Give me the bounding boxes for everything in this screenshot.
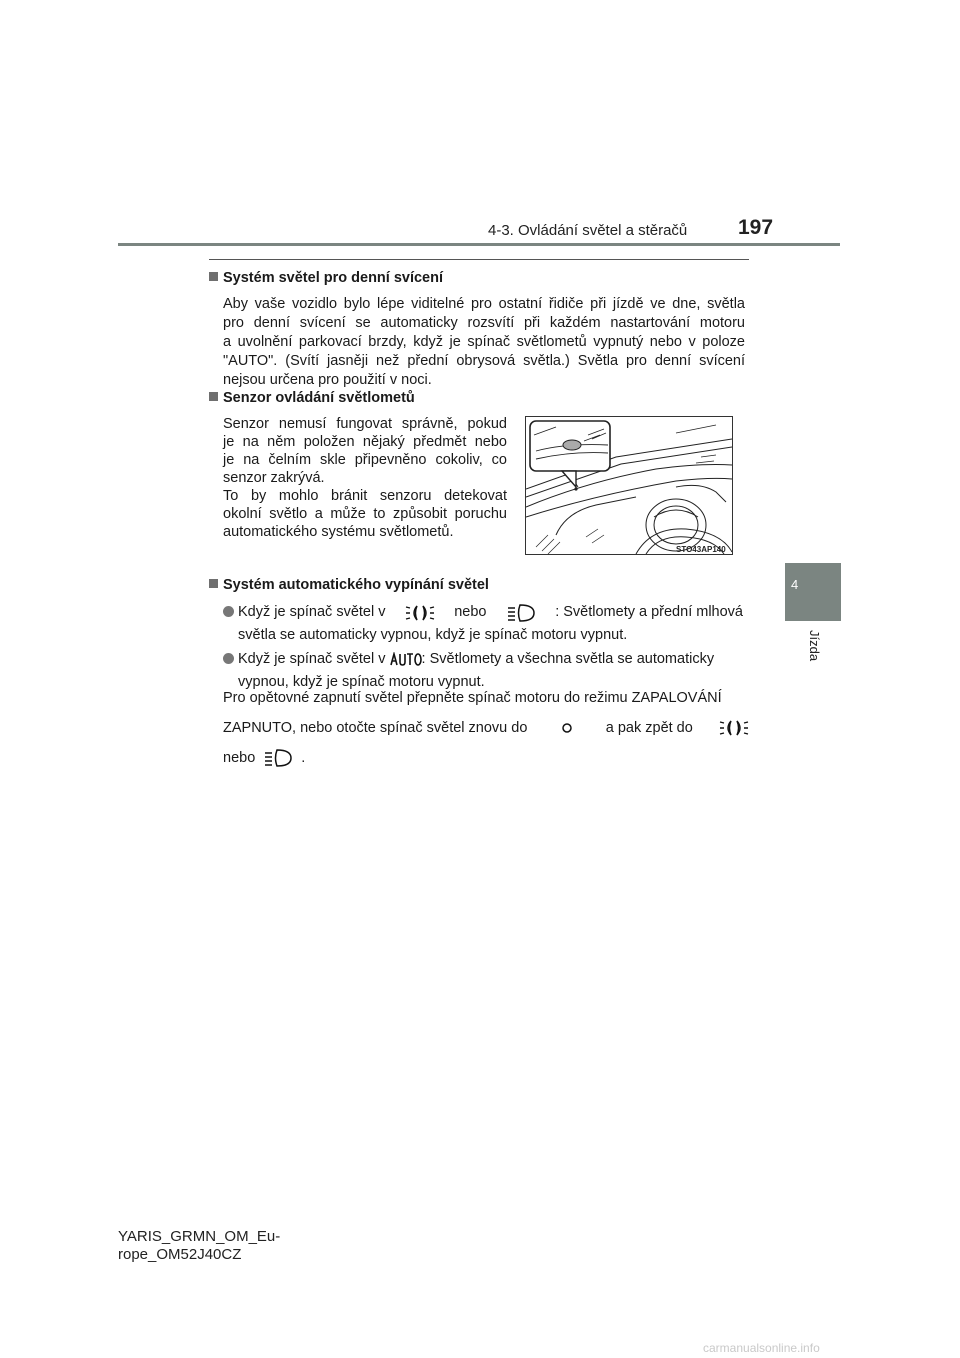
auto-off-bullet-2: Když je spínač světel v : Světlomety a všechna světla se automaticky vypnou, když je spínač motoru vypnut. (223, 648, 748, 694)
dashboard-sensor-illustration (525, 416, 733, 555)
chapter-number: 4 (791, 577, 799, 592)
round-bullet-icon (223, 606, 234, 617)
drl-paragraph: Aby vaše vozidlo bylo lépe viditelné pro ostatní řidiče při jízdě ve dne, světla pro denní svícení se automaticky rozsvítí při každém nastartování motoru a uvolnění parkovací brzdy, když je spínač světlometů vypnutý nebo v poloze "AUTO". (Svítí jasněji než přední obrysová světla.) Světla pro denní svícení nejsou určena pro použití v noci. (223, 296, 745, 388)
chapter-label: Jízda (807, 630, 822, 662)
watermark: carmanualsonline.info (703, 1341, 820, 1355)
section-divider (209, 259, 749, 260)
square-bullet-icon (209, 392, 218, 401)
page-number: 197 (738, 216, 774, 239)
round-bullet-icon (223, 653, 234, 664)
restore-line-1: Pro opětovné zapnutí světel přepněte spínač motoru do režimu ZAPALOVÁNÍ (223, 690, 722, 706)
drl-heading: Systém světel pro denní svícení (209, 270, 443, 286)
off-icon (554, 720, 580, 736)
chapter-tab[interactable] (785, 563, 841, 621)
headlight-icon (506, 603, 536, 623)
square-bullet-icon (209, 272, 218, 281)
header-divider (118, 243, 840, 246)
headlight-icon (263, 748, 293, 768)
header-section-title: 4-3. Ovládání světel a stěračů (488, 222, 688, 239)
auto-off-heading: Systém automatického vypínání světel (209, 577, 489, 593)
auto-off-bullet-1: Když je spínač světel v nebo : Světlomety a přední mlhová světla se automaticky vypnou, když je spínač motoru vypnut. (223, 601, 748, 647)
restore-line-3: nebo . (223, 750, 306, 766)
sensor-paragraph: Senzor nemusí fungovat správně, pokud je na něm položen nějaký předmět nebo je na čelním skle připevněno cokoliv, co senzor zakrývá. To by mohlo bránit senzoru detekovat okolní světlo a může to způsobit poruchu automatického systému světlometů. (223, 416, 507, 540)
sensor-heading: Senzor ovládání světlometů (209, 390, 415, 406)
auto-icon (390, 652, 422, 666)
dashboard-drawing (526, 417, 732, 554)
square-bullet-icon (209, 579, 218, 588)
restore-line-2: ZAPNUTO, nebo otočte spínač světel znovu do a pak zpět do (223, 718, 749, 738)
footer-document-code: YARIS_GRMN_OM_Eu- rope_OM52J40CZ (118, 1228, 281, 1263)
figure-code: STO43AP140 (676, 545, 726, 554)
tail-light-icon (719, 718, 749, 738)
tail-light-icon (405, 603, 435, 623)
